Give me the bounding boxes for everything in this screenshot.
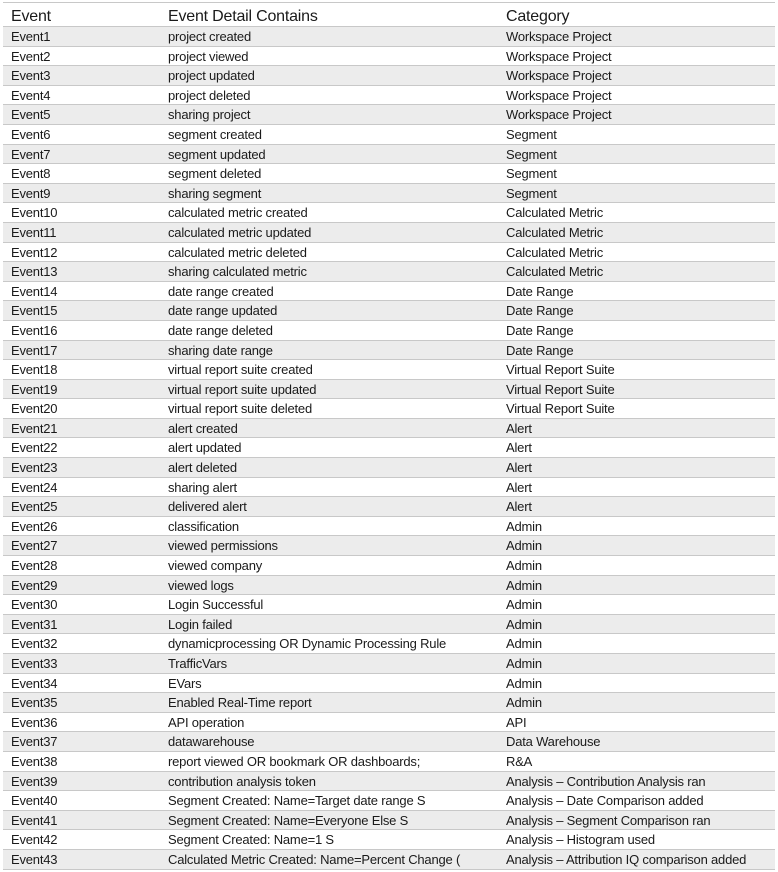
cell-category: Calculated Metric bbox=[506, 244, 604, 260]
cell-event-detail: date range created bbox=[168, 283, 274, 299]
cell-event-detail: sharing calculated metric bbox=[168, 264, 307, 280]
event-table bbox=[3, 2, 775, 870]
cell-category: Data Warehouse bbox=[506, 734, 601, 750]
cell-event-detail: contribution analysis token bbox=[168, 773, 316, 789]
cell-category: Alert bbox=[506, 420, 532, 436]
table-row bbox=[3, 556, 775, 576]
cell-event-detail: project created bbox=[168, 29, 251, 44]
cell-event-detail: alert updated bbox=[168, 440, 242, 456]
cell-event: Event39 bbox=[11, 773, 58, 789]
cell-event: Event33 bbox=[11, 656, 58, 671]
cell-category: Segment bbox=[506, 166, 557, 182]
cell-event-detail: sharing project bbox=[168, 107, 251, 123]
cell-event: Event32 bbox=[11, 636, 58, 652]
cell-category: Virtual Report Suite bbox=[506, 401, 615, 417]
cell-event: Event13 bbox=[11, 264, 58, 280]
cell-category: Admin bbox=[506, 577, 542, 593]
cell-event-detail: calculated metric updated bbox=[168, 224, 312, 240]
cell-event-detail: Login Successful bbox=[168, 597, 264, 613]
table-row bbox=[3, 830, 775, 850]
cell-event-detail: viewed logs bbox=[168, 577, 234, 593]
cell-category: Analysis – Attribution IQ comparison added bbox=[506, 851, 747, 867]
cell-event: Event17 bbox=[11, 342, 58, 358]
cell-category: Workspace Project bbox=[506, 29, 612, 44]
cell-event: Event40 bbox=[11, 793, 58, 809]
cell-category: Admin bbox=[506, 518, 542, 534]
cell-event: Event6 bbox=[11, 126, 51, 142]
table-row bbox=[3, 223, 775, 243]
cell-event-detail: project updated bbox=[168, 68, 255, 84]
cell-event: Event26 bbox=[11, 518, 58, 534]
cell-event-detail: Segment Created: Name=1 S bbox=[168, 832, 334, 848]
table-header-row bbox=[3, 3, 775, 27]
cell-event-detail: datawarehouse bbox=[168, 734, 255, 750]
cell-event: Event22 bbox=[11, 440, 58, 456]
table-row bbox=[3, 145, 775, 165]
table-row bbox=[3, 262, 775, 282]
table-row bbox=[3, 732, 775, 752]
cell-category: Date Range bbox=[506, 283, 574, 299]
cell-event: Event23 bbox=[11, 460, 58, 476]
table-row bbox=[3, 399, 775, 419]
cell-event: Event8 bbox=[11, 166, 51, 182]
cell-event-detail: sharing alert bbox=[168, 479, 237, 495]
cell-category: Admin bbox=[506, 656, 542, 671]
table-row bbox=[3, 86, 775, 106]
cell-category: Virtual Report Suite bbox=[506, 381, 615, 397]
cell-event-detail: API operation bbox=[168, 714, 245, 730]
cell-event-detail: viewed company bbox=[168, 558, 263, 574]
table-row bbox=[3, 301, 775, 321]
table-row bbox=[3, 184, 775, 204]
cell-event: Event28 bbox=[11, 558, 58, 574]
header-event: Event bbox=[11, 8, 51, 25]
cell-event: Event36 bbox=[11, 714, 58, 730]
cell-event: Event14 bbox=[11, 283, 58, 299]
cell-event: Event24 bbox=[11, 479, 58, 495]
table-row bbox=[3, 674, 775, 694]
table-row bbox=[3, 850, 775, 870]
cell-event: Event31 bbox=[11, 616, 58, 632]
cell-category: API bbox=[506, 714, 527, 730]
table-row bbox=[3, 576, 775, 596]
cell-event-detail: project deleted bbox=[168, 87, 251, 103]
cell-event-detail: TrafficVars bbox=[168, 656, 227, 671]
header-event-detail: Event Detail Contains bbox=[168, 8, 318, 25]
table-row bbox=[3, 693, 775, 713]
table-row bbox=[3, 341, 775, 361]
cell-category: Analysis – Date Comparison added bbox=[506, 793, 704, 809]
cell-category: Admin bbox=[506, 558, 542, 574]
cell-category: Alert bbox=[506, 499, 532, 515]
cell-category: Analysis – Histogram used bbox=[506, 832, 655, 848]
table-row bbox=[3, 125, 775, 145]
table-row bbox=[3, 66, 775, 86]
cell-event: Event37 bbox=[11, 734, 58, 750]
cell-event-detail: Segment Created: Name=Everyone Else S bbox=[168, 812, 409, 828]
cell-event: Event9 bbox=[11, 185, 51, 201]
cell-event: Event34 bbox=[11, 675, 58, 691]
table-row bbox=[3, 615, 775, 635]
cell-event: Event3 bbox=[11, 68, 51, 84]
cell-category: Workspace Project bbox=[506, 68, 612, 84]
table-row bbox=[3, 105, 775, 125]
table-row bbox=[3, 458, 775, 478]
cell-category: Date Range bbox=[506, 303, 574, 319]
cell-event: Event21 bbox=[11, 420, 58, 436]
cell-category: Workspace Project bbox=[506, 87, 612, 103]
cell-category: Workspace Project bbox=[506, 107, 612, 123]
cell-category: Admin bbox=[506, 636, 542, 652]
cell-category: Analysis – Segment Comparison ran bbox=[506, 812, 711, 828]
cell-event-detail: virtual report suite created bbox=[168, 362, 313, 378]
cell-category: Alert bbox=[506, 460, 532, 476]
cell-event: Event43 bbox=[11, 851, 58, 867]
cell-event-detail: segment created bbox=[168, 126, 262, 142]
table-row bbox=[3, 164, 775, 184]
cell-category: Workspace Project bbox=[506, 48, 612, 64]
cell-category: Alert bbox=[506, 479, 532, 495]
cell-event-detail: sharing segment bbox=[168, 185, 262, 201]
table-row bbox=[3, 536, 775, 556]
table-row bbox=[3, 360, 775, 380]
table-row bbox=[3, 634, 775, 654]
cell-event: Event15 bbox=[11, 303, 58, 319]
table-row bbox=[3, 791, 775, 811]
cell-event-detail: date range updated bbox=[168, 303, 278, 319]
table-row bbox=[3, 497, 775, 517]
cell-category: Date Range bbox=[506, 322, 574, 338]
cell-event-detail: EVars bbox=[168, 675, 202, 691]
cell-event-detail: sharing date range bbox=[168, 342, 273, 358]
cell-event-detail: Segment Created: Name=Target date range S bbox=[168, 793, 426, 809]
cell-event: Event35 bbox=[11, 695, 58, 711]
cell-event: Event12 bbox=[11, 244, 58, 260]
header-category: Category bbox=[506, 8, 570, 25]
table-row bbox=[3, 811, 775, 831]
table-row bbox=[3, 47, 775, 67]
cell-event: Event25 bbox=[11, 499, 58, 515]
cell-category: Virtual Report Suite bbox=[506, 362, 615, 378]
cell-category: Segment bbox=[506, 146, 557, 162]
cell-event: Event11 bbox=[11, 224, 57, 240]
table-row bbox=[3, 203, 775, 223]
cell-event: Event10 bbox=[11, 205, 58, 221]
cell-category: Admin bbox=[506, 616, 542, 632]
cell-event-detail: segment updated bbox=[168, 146, 266, 162]
table-row bbox=[3, 321, 775, 341]
cell-event-detail: calculated metric created bbox=[168, 205, 308, 221]
table-row bbox=[3, 595, 775, 615]
cell-event-detail: alert created bbox=[168, 420, 238, 436]
cell-event: Event4 bbox=[11, 87, 51, 103]
table-row bbox=[3, 419, 775, 439]
cell-event: Event29 bbox=[11, 577, 58, 593]
cell-category: Calculated Metric bbox=[506, 205, 604, 221]
cell-event: Event2 bbox=[11, 48, 51, 64]
cell-event: Event42 bbox=[11, 832, 58, 848]
cell-category: Segment bbox=[506, 126, 557, 142]
cell-event: Event7 bbox=[11, 146, 51, 162]
cell-event-detail: Login failed bbox=[168, 616, 233, 632]
cell-event: Event38 bbox=[11, 753, 58, 769]
cell-category: Admin bbox=[506, 597, 542, 613]
cell-event-detail: report viewed OR bookmark OR dashboards; bbox=[168, 753, 421, 769]
cell-category: Analysis – Contribution Analysis ran bbox=[506, 773, 706, 789]
cell-category: Calculated Metric bbox=[506, 264, 604, 280]
cell-event-detail: viewed permissions bbox=[168, 538, 278, 554]
table-row bbox=[3, 380, 775, 400]
cell-category: Calculated Metric bbox=[506, 224, 604, 240]
cell-event-detail: virtual report suite updated bbox=[168, 381, 317, 397]
cell-event: Event20 bbox=[11, 401, 58, 417]
table-row bbox=[3, 752, 775, 772]
cell-event: Event27 bbox=[11, 538, 58, 554]
cell-event: Event19 bbox=[11, 381, 58, 397]
cell-category: Admin bbox=[506, 695, 542, 711]
table-row bbox=[3, 517, 775, 537]
cell-category: Alert bbox=[506, 440, 532, 456]
cell-category: Date Range bbox=[506, 342, 574, 358]
cell-event-detail: Calculated Metric Created: Name=Percent Change ( bbox=[168, 851, 461, 867]
cell-category: Admin bbox=[506, 675, 542, 691]
cell-event-detail: virtual report suite deleted bbox=[168, 401, 312, 417]
cell-event: Event5 bbox=[11, 107, 51, 123]
table-row bbox=[3, 654, 775, 674]
cell-event-detail: Enabled Real-Time report bbox=[168, 695, 312, 711]
cell-event: Event18 bbox=[11, 362, 58, 378]
table-body bbox=[3, 27, 775, 870]
cell-event: Event1 bbox=[11, 29, 51, 44]
cell-event-detail: dynamicprocessing OR Dynamic Processing Rule bbox=[168, 636, 447, 652]
table-row bbox=[3, 282, 775, 302]
cell-event: Event30 bbox=[11, 597, 58, 613]
cell-event-detail: classification bbox=[168, 518, 239, 534]
table-row bbox=[3, 27, 775, 47]
cell-event-detail: project viewed bbox=[168, 48, 249, 64]
cell-category: R&A bbox=[506, 753, 533, 769]
table-row bbox=[3, 713, 775, 733]
cell-event-detail: delivered alert bbox=[168, 499, 247, 515]
table-row bbox=[3, 772, 775, 792]
cell-event: Event16 bbox=[11, 322, 58, 338]
cell-event-detail: alert deleted bbox=[168, 460, 237, 476]
table-row bbox=[3, 438, 775, 458]
cell-category: Admin bbox=[506, 538, 542, 554]
cell-category: Segment bbox=[506, 185, 557, 201]
cell-event-detail: calculated metric deleted bbox=[168, 244, 307, 260]
cell-event: Event41 bbox=[11, 812, 58, 828]
table-row bbox=[3, 243, 775, 263]
cell-event-detail: segment deleted bbox=[168, 166, 262, 182]
cell-event-detail: date range deleted bbox=[168, 322, 273, 338]
table-row bbox=[3, 478, 775, 498]
